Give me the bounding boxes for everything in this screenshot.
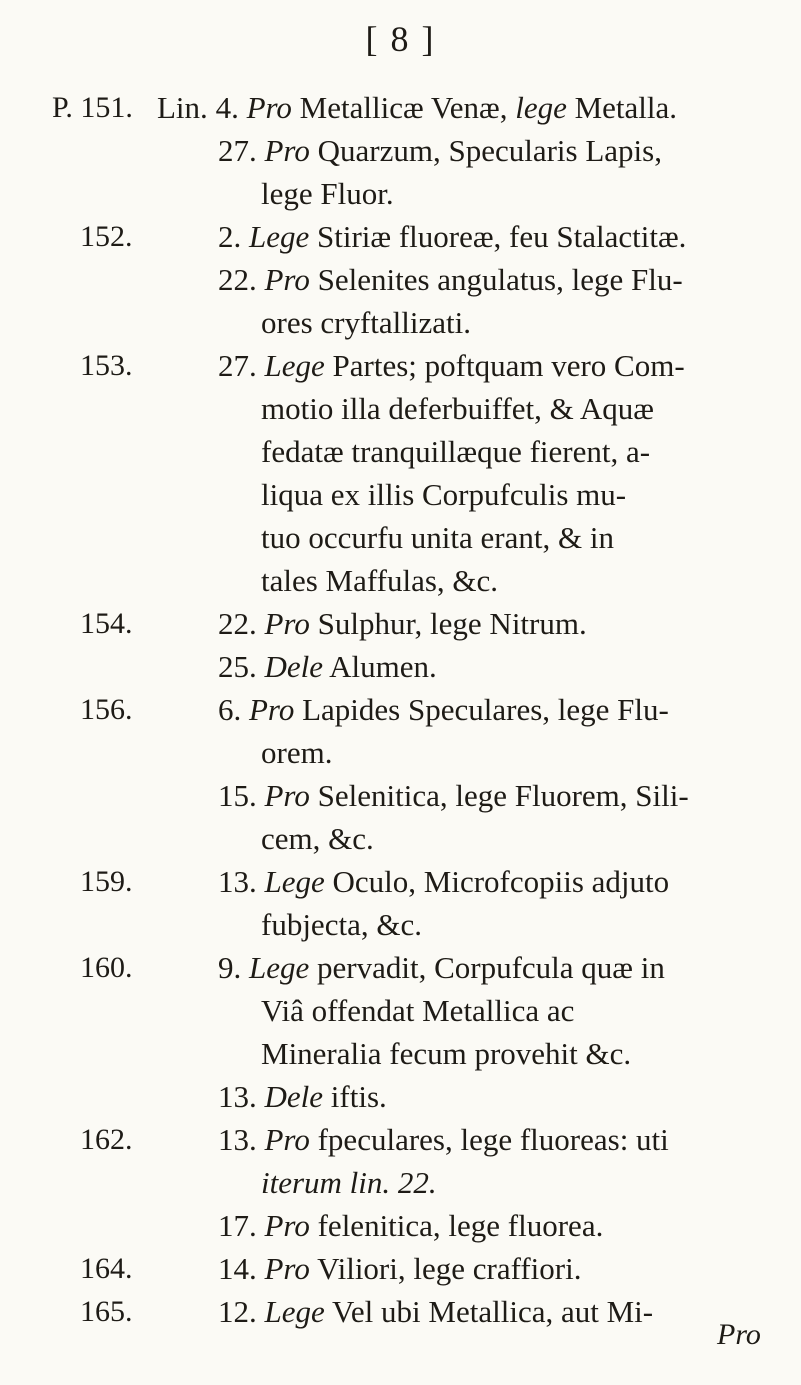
errata-entry <box>218 215 686 258</box>
errata-entry <box>218 1204 603 1247</box>
line-number: 27. <box>218 348 257 383</box>
errata-entry <box>218 774 689 860</box>
command: Pro <box>264 778 310 813</box>
entry-text: Vel ubi Metallica, aut Mi- <box>331 1294 654 1329</box>
entry-text: Alumen. <box>329 649 437 684</box>
errata-entry <box>218 860 669 946</box>
command: Pro <box>264 133 310 168</box>
command-lege: lege <box>515 90 567 125</box>
page-header: [ 8 ] <box>365 19 436 59</box>
page-ref: 165. <box>80 1295 133 1328</box>
entry-text: fubjecta, &c. <box>261 907 422 942</box>
page-ref: 164. <box>80 1252 133 1285</box>
entry-text: lege Fluor. <box>261 176 394 211</box>
entry-text: Selenitica, lege Fluorem, Sili- <box>317 778 689 813</box>
entry-text: tales Maffulas, &c. <box>261 563 499 598</box>
errata-entry <box>218 602 587 645</box>
entry-text: Quarzum, Specularis Lapis, <box>317 133 662 168</box>
errata-entry <box>218 1290 653 1333</box>
page-ref: 162. <box>80 1123 133 1156</box>
entry-text: fedatæ tranquillæque fierent, a- <box>261 434 651 469</box>
command: Pro <box>264 606 310 641</box>
line-number: 14. <box>218 1251 257 1286</box>
line-number: 4. <box>215 90 239 125</box>
entry-text: felenitica, lege fluorea. <box>317 1208 604 1243</box>
errata-entry <box>157 86 677 129</box>
errata-entry <box>218 1075 387 1118</box>
command: Pro <box>264 1251 310 1286</box>
line-number: 12. <box>218 1294 257 1329</box>
page-ref: P. 151. <box>52 91 133 124</box>
line-number: 17. <box>218 1208 257 1243</box>
entry-text: Metalla. <box>566 90 678 125</box>
entry-text: orem. <box>261 735 333 770</box>
lin-prefix: Lin. <box>157 90 208 125</box>
line-number: 15. <box>218 778 257 813</box>
entry-text: ores cryftallizati. <box>261 305 472 340</box>
entry-text: iftis. <box>330 1079 387 1114</box>
page-ref: 160. <box>80 951 133 984</box>
page-ref: 153. <box>80 349 133 382</box>
command: Dele <box>264 1079 324 1114</box>
command: Pro <box>249 692 295 727</box>
command: Pro <box>264 1208 310 1243</box>
line-number: 6. <box>218 692 242 727</box>
page-ref: 154. <box>80 607 133 640</box>
entry-text: Lapides Speculares, lege Flu- <box>302 692 669 727</box>
line-number: 2. <box>218 219 242 254</box>
command: Lege <box>264 348 325 383</box>
page-ref: 156. <box>80 693 133 726</box>
command: Lege <box>264 1294 325 1329</box>
entry-text: pervadit, Corpufcula quæ in <box>317 950 665 985</box>
page-ref: 152. <box>80 220 133 253</box>
line-number: 27. <box>218 133 257 168</box>
command: Lege <box>249 950 310 985</box>
entry-text: Stiriæ fluoreæ, feu Stalactitæ. <box>317 219 687 254</box>
errata-entry <box>218 344 685 602</box>
entry-text: Partes; poftquam vero Com- <box>332 348 685 383</box>
errata-entry <box>218 1118 669 1204</box>
command: Pro <box>264 262 310 297</box>
line-number: 22. <box>218 606 257 641</box>
line-number: 13. <box>218 864 257 899</box>
line-number: 22. <box>218 262 257 297</box>
entry-text: Selenites angulatus, lege Flu- <box>317 262 683 297</box>
errata-entry <box>218 1247 581 1290</box>
command: Lege <box>249 219 310 254</box>
entry-text: Sulphur, lege Nitrum. <box>317 606 587 641</box>
line-number: 9. <box>218 950 242 985</box>
line-number: 25. <box>218 649 257 684</box>
catchword: Pro <box>717 1318 761 1351</box>
entry-text: Metallicæ Venæ, <box>299 90 516 125</box>
entry-text: tuo occurfu unita erant, & in <box>261 520 614 555</box>
entry-text: liqua ex illis Corpufculis mu- <box>261 477 627 512</box>
entry-text: Viâ offendat Metallica ac <box>261 993 575 1028</box>
page-ref: 159. <box>80 865 133 898</box>
command: Lege <box>264 864 325 899</box>
command: Pro <box>264 1122 310 1157</box>
entry-text: fpeculares, lege fluoreas: uti <box>317 1122 669 1157</box>
errata-entry <box>218 688 669 774</box>
command: Pro <box>246 90 292 125</box>
errata-entry <box>218 946 665 1075</box>
errata-entry <box>218 129 662 215</box>
entry-text: Oculo, Microfcopiis adjuto <box>332 864 670 899</box>
entry-text: cem, &c. <box>261 821 374 856</box>
errata-entry <box>218 645 437 688</box>
entry-text: iterum lin. 22. <box>261 1165 437 1200</box>
command: Dele <box>264 649 324 684</box>
entry-text: Viliori, lege craffiori. <box>317 1251 582 1286</box>
line-number: 13. <box>218 1122 257 1157</box>
entry-text: motio illa deferbuiffet, & Aquæ <box>261 391 654 426</box>
line-number: 13. <box>218 1079 257 1114</box>
entry-text: Mineralia fecum provehit &c. <box>261 1036 632 1071</box>
errata-entry <box>218 258 683 344</box>
